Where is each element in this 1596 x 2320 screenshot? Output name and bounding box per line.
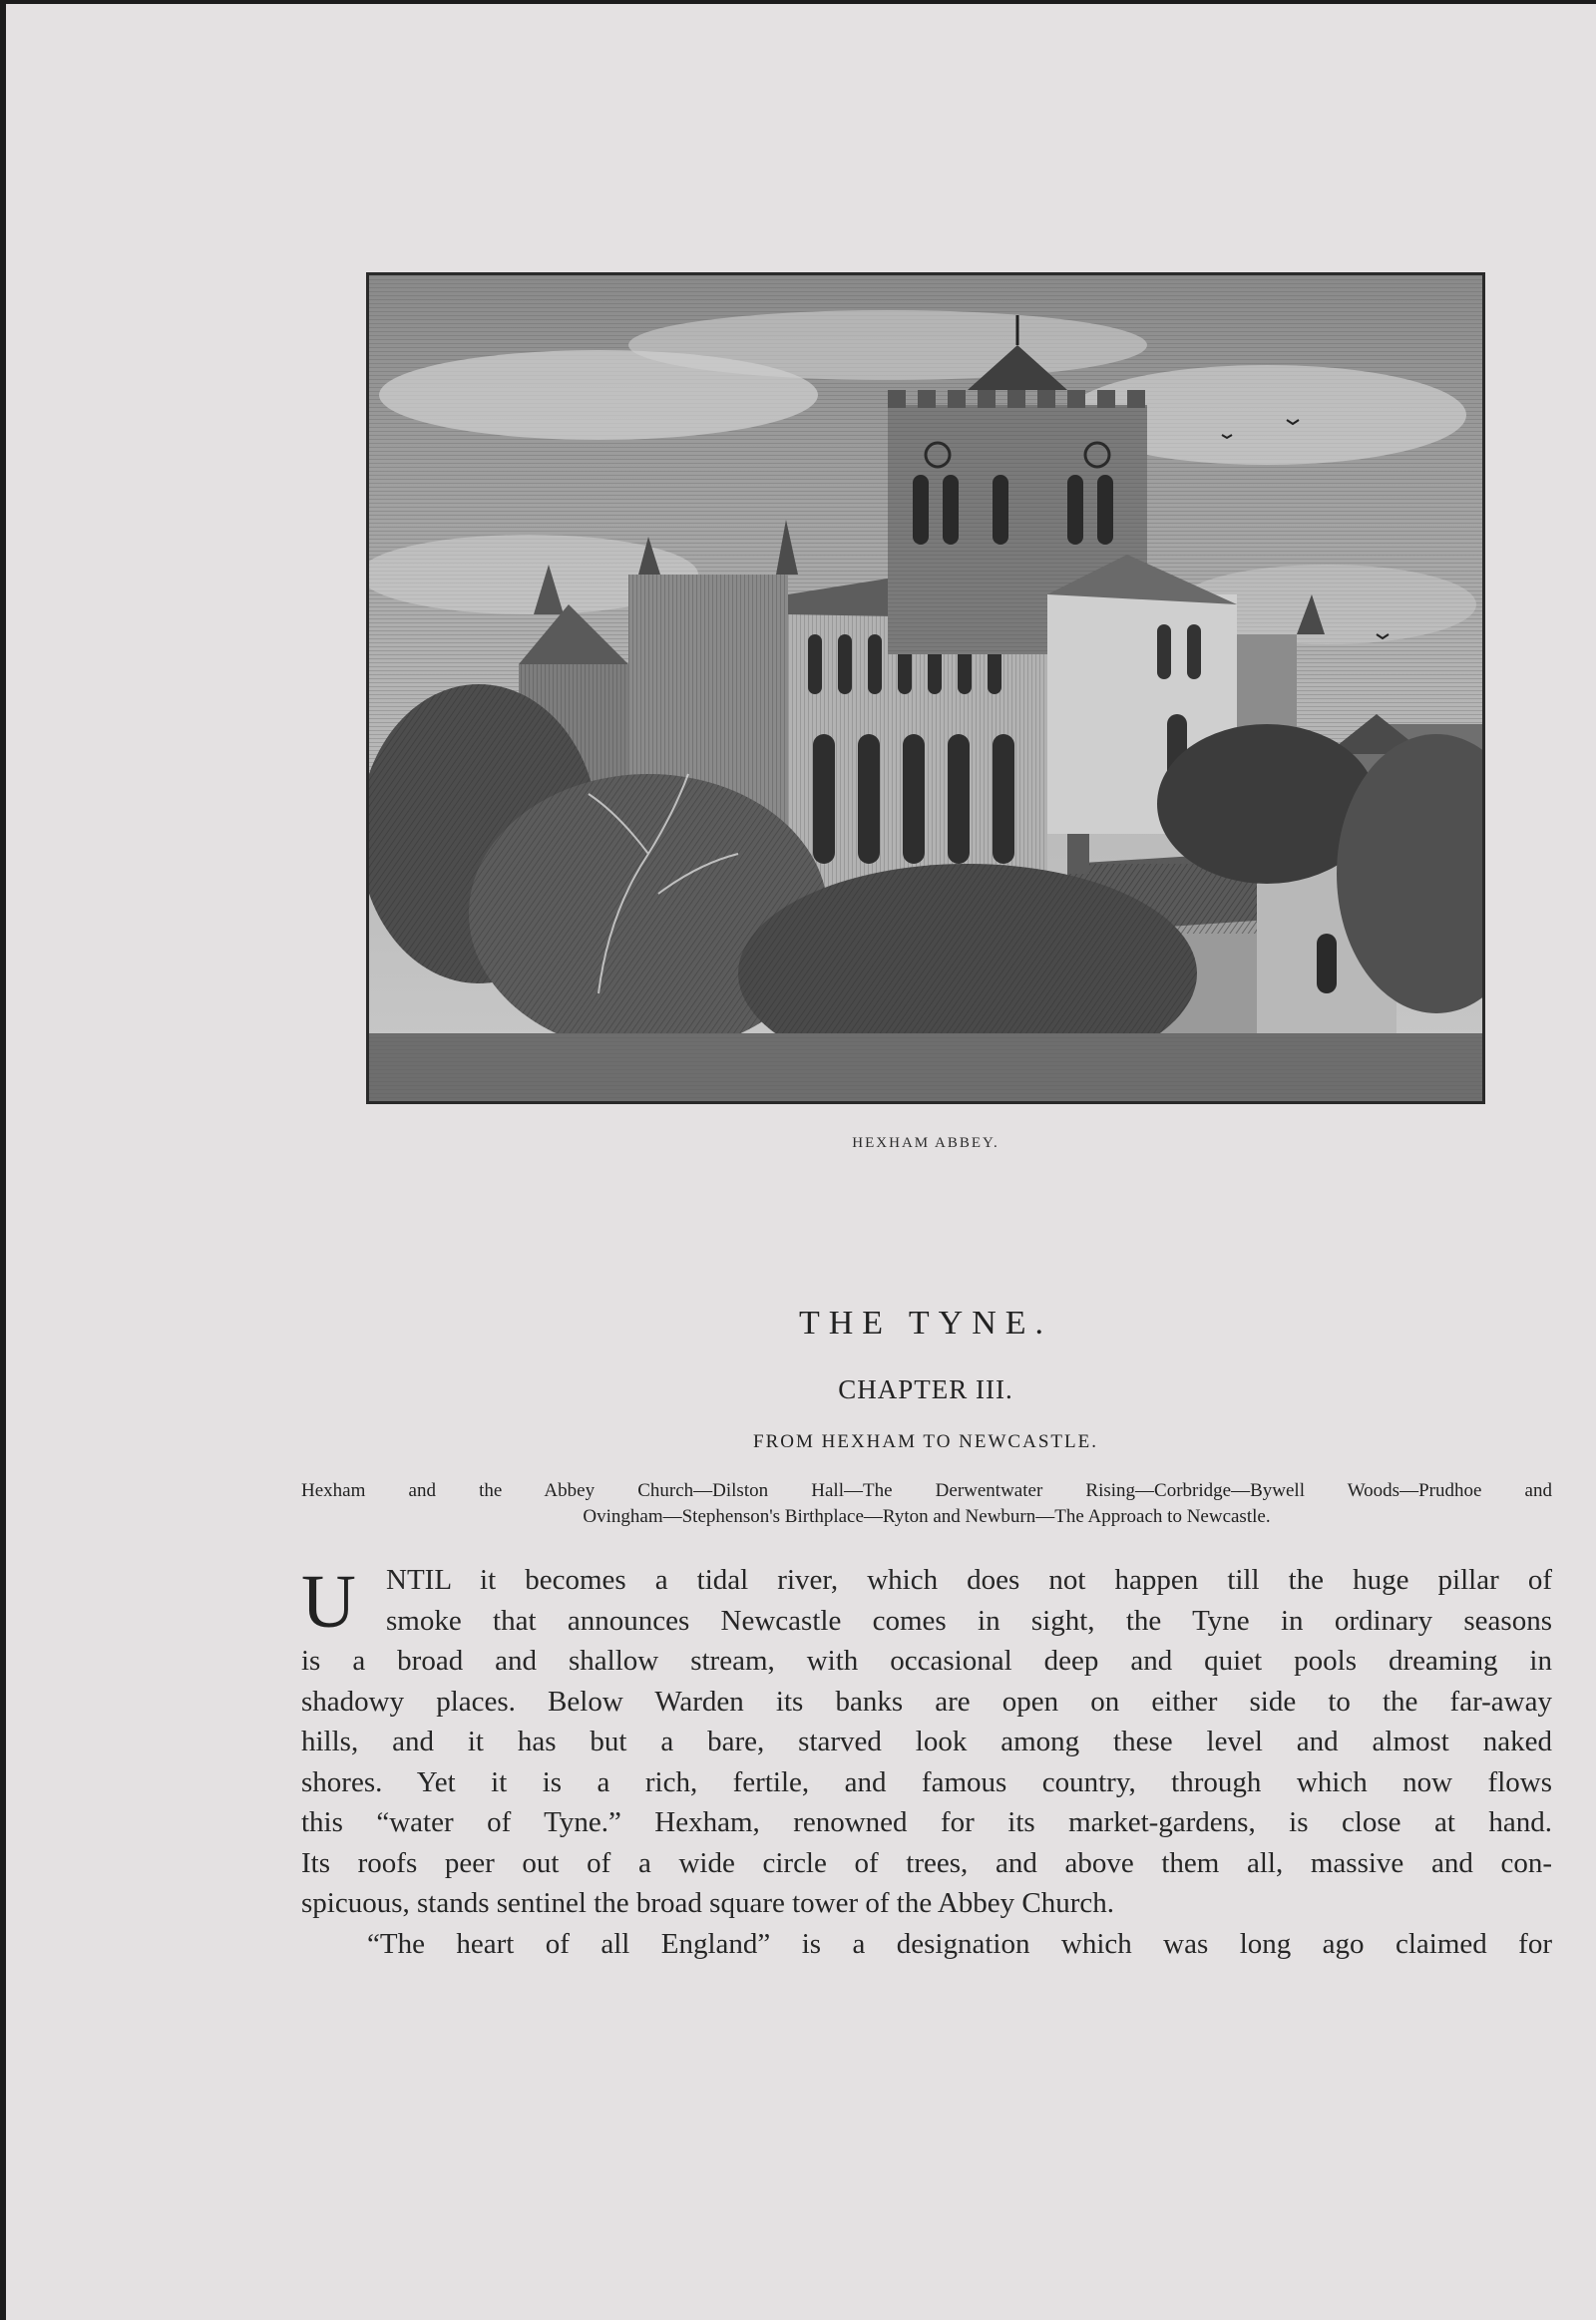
abbey-engraving-image — [369, 275, 1482, 1101]
synopsis-line: Hexham and the Abbey Church—Dilston Hall—The Derwentwater Rising—Corbridge—Bywell Woods—Prudhoe and — [301, 1480, 1552, 1501]
text-line: spicuous, stands sentinel the broad square tower of the Abbey Church. — [301, 1887, 1115, 1919]
book-page — [6, 4, 1596, 2320]
text-line: this “water of Tyne.” Hexham, renowned for its market-gardens, is close at hand. — [301, 1806, 1552, 1838]
text-line: is a broad and shallow stream, with occasional deep and quiet pools dreaming in — [301, 1645, 1552, 1677]
text-line: “The heart of all England” is a designation which was long ago claimed for — [367, 1927, 1552, 1960]
illustration-caption: HEXHAM ABBEY. — [852, 1135, 999, 1151]
chapter-subtitle: FROM HEXHAM TO NEWCASTLE. — [753, 1431, 1098, 1452]
book-title: THE TYNE. — [798, 1305, 1053, 1342]
text-line: hills, and it has but a bare, starved look among these level and almost naked — [301, 1726, 1552, 1757]
chapter-number: CHAPTER III. — [838, 1374, 1013, 1404]
text-line: NTIL it becomes a tidal river, which does not happen till the huge pillar of — [386, 1564, 1552, 1596]
engraving-hexham-abbey — [366, 272, 1485, 1104]
body-text — [301, 1560, 1552, 1964]
chapter-synopsis — [301, 1478, 1552, 1530]
text-line: shores. Yet it is a rich, fertile, and famous country, through which now flows — [301, 1765, 1552, 1798]
synopsis-line: Ovingham—Stephenson's Birthplace—Ryton and Newburn—The Approach to Newcastle. — [583, 1506, 1271, 1527]
opening-lines — [301, 1560, 1552, 1644]
text-line: Its roofs peer out of a wide circle of trees, and above them all, massive and con- — [301, 1846, 1552, 1879]
text-line: shadowy places. Below Warden its banks are open on either side to the far-away — [301, 1685, 1552, 1718]
drop-cap: U — [301, 1560, 356, 1644]
text-line: smoke that announces Newcastle comes in sight, the Tyne in ordinary seasons — [386, 1604, 1552, 1637]
